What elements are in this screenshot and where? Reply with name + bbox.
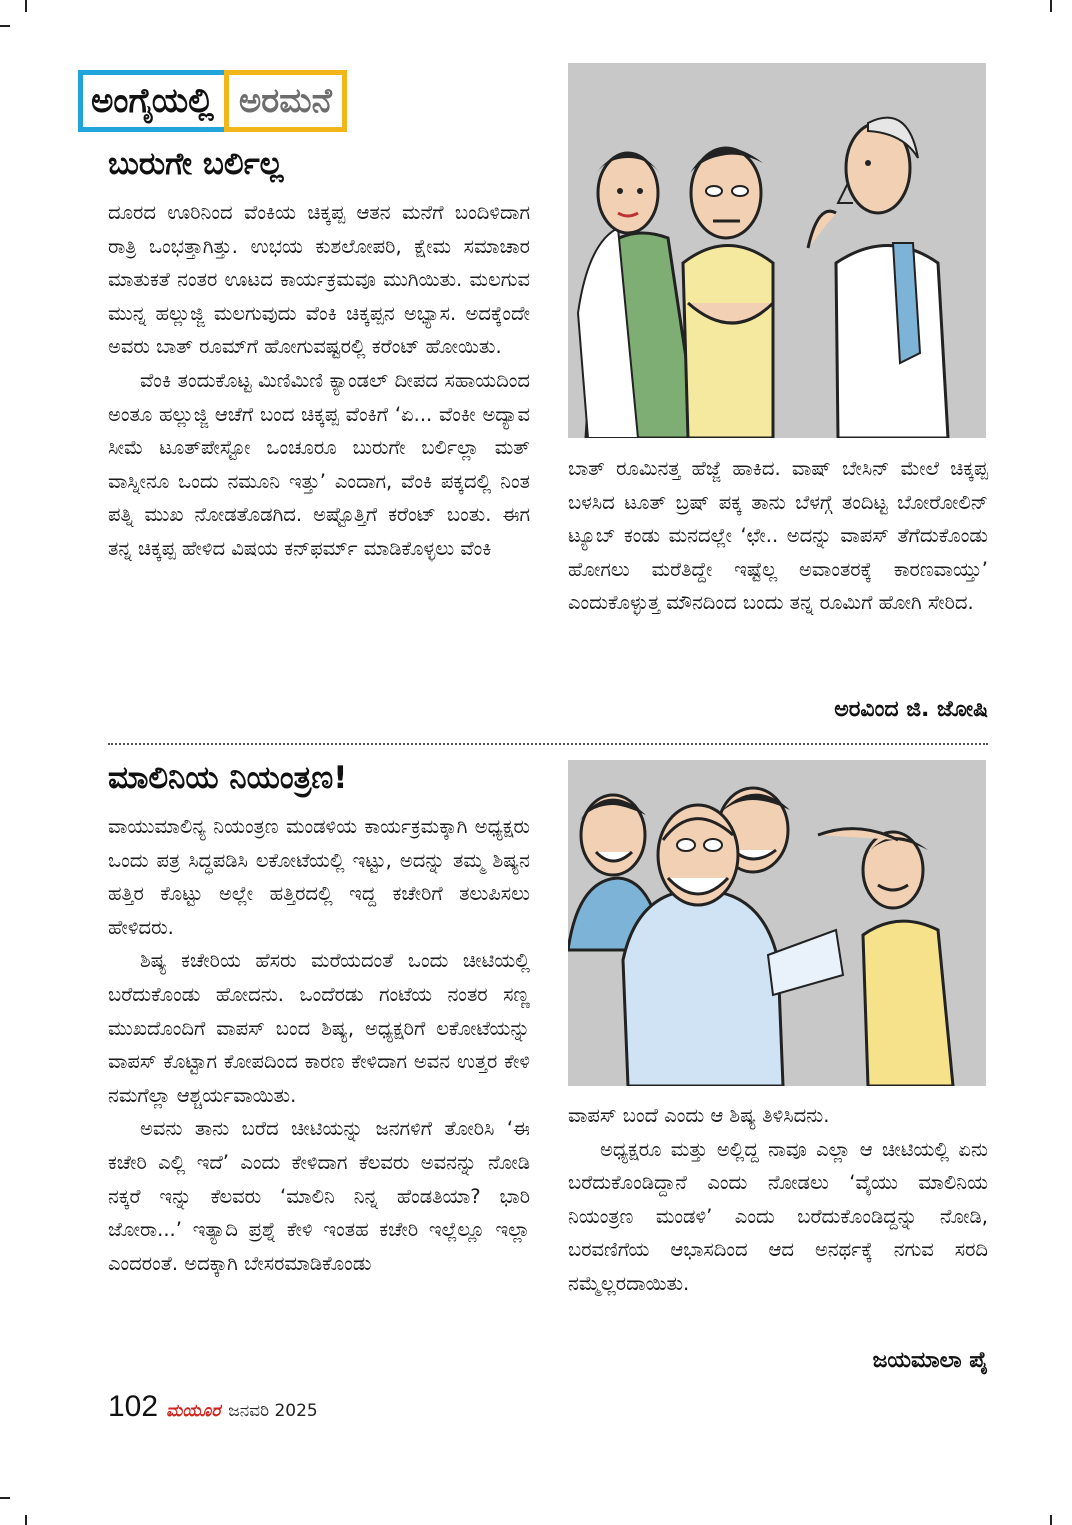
story2-illustration [568,760,986,1086]
story2-right-column [568,1099,988,1301]
magazine-logo: ಮಯೂರ [166,1401,221,1421]
issue-date: ಜನವರಿ 2025 [228,1401,318,1421]
page-footer [108,1390,318,1424]
crop-mark [1050,1515,1052,1525]
crop-mark [0,25,10,27]
story1-title: ಬುರುಗೇ ಬರ್ಲಿಲ್ಲ [108,146,284,182]
story1-paragraph: ದೂರದ ಊರಿನಿಂದ ವೆಂಕಿಯ ಚಿಕ್ಕಪ್ಪ ಆತನ ಮನೆಗೆ ಬಂದಿಳಿದಾಗ ರಾತ್ರಿ ಒಂಭತ್ತಾಗಿತ್ತು. ಉಭಯ ಕುಶಲೋಪರಿ, ಕ್ಷೇಮ ಸಮಾಚಾರ ಮಾತುಕತೆ ನಂತರ ಊಟದ ಕಾರ್ಯಕ್ರಮವೂ ಮುಗಿಯಿತು. ಮಲಗುವ ಮುನ್ನ ಹಲ್ಲುಜ್ಜಿ ಮಲಗುವುದು ವೆಂಕಿ ಚಿಕ್ಕಪ್ಪನ ಅಭ್ಯಾಸ. ಅದಕ್ಕೆಂದೇ ಅವರು ಬಾತ್ ರೂಮ್‌ಗೆ ಹೋಗುವಷ್ಟರಲ್ಲಿ ಕರೆಂಟ್ ಹೋಯಿತು. [108,201,530,359]
story1-illustration [568,63,986,438]
page-number: 102 [108,1390,159,1423]
story1-paragraph: ಬಾತ್ ರೂಮಿನತ್ತ ಹೆಜ್ಜೆ ಹಾಕಿದ. ವಾಷ್ ಬೇಸಿನ್ ಮೇಲೆ ಚಿಕ್ಕಪ್ಪ ಬಳಸಿದ ಟೂತ್ ಬ್ರಷ್ ಪಕ್ಕ ತಾನು ಬೆಳಗ್ಗೆ ತಂದಿಟ್ಟ ಬೋರೋಲಿನ್ ಟ್ಯೂಬ್ ಕಂಡು ಮನದಲ್ಲೇ ‘ಛೇ.. ಅದನ್ನು ವಾಪಸ್ ತೆಗೆದುಕೊಂಡು ಹೋಗಲು ಮರೆತಿದ್ದೇ ಇಷ್ಟೆಲ್ಲ ಅವಾಂತರಕ್ಕೆ ಕಾರಣವಾಯ್ತು’ ಎಂದುಕೊಳ್ಳುತ್ತ ಮೌನದಿಂದ ಬಂದು ತನ್ನ ರೂಮಿಗೆ ಹೋಗಿ ಸೇರಿದ. [568,457,988,615]
story2-paragraph: ಅವನು ತಾನು ಬರೆದ ಚೀಟಿಯನ್ನು ಜನಗಳಿಗೆ ತೋರಿಸಿ ‘ಈ ಕಚೇರಿ ಎಲ್ಲಿ ಇದೆ’ ಎಂದು ಕೇಳಿದಾಗ ಕೆಲವರು ಅವನನ್ನು ನೋಡಿ ನಕ್ಕರೆ ಇನ್ನು ಕೆಲವರು ‘ಮಾಲಿನಿ ನಿನ್ನ ಹೆಂಡತಿಯಾ? ಭಾರಿ ಜೋರಾ...’ ಇತ್ಯಾದಿ ಪ್ರಶ್ನೆ ಕೇಳಿ ಇಂತಹ ಕಚೇರಿ ಇಲ್ಲೆಲ್ಲೂ ಇಲ್ಲಾ ಎಂದರಂತೆ. ಅದಕ್ಕಾಗಿ ಬೇಸರಮಾಡಿಕೊಂಡು [108,1117,530,1275]
story1-right-column [568,452,988,620]
story2-author: ಜಯಮಾಲಾ ಪೈ [872,1348,988,1373]
section-label [78,70,347,132]
cartoon-office-people-icon [568,760,986,1086]
crop-mark [25,1515,27,1525]
crop-mark [0,1497,10,1499]
story2-paragraph: ಶಿಷ್ಯ ಕಚೇರಿಯ ಹೆಸರು ಮರೆಯದಂತೆ ಒಂದು ಚೀಟಿಯಲ್ಲಿ ಬರೆದುಕೊಂಡು ಹೋದನು. ಒಂದೆರಡು ಗಂಟೆಯ ನಂತರ ಸಣ್ಣ ಮುಖದೊಂದಿಗೆ ವಾಪಸ್ ಬಂದ ಶಿಷ್ಯ, ಅಧ್ಯಕ್ಷರಿಗೆ ಲಕೋಟೆಯನ್ನು ವಾಪಸ್ ಕೊಟ್ಟಾಗ ಕೋಪದಿಂದ ಕಾರಣ ಕೇಳಿದಾಗ ಅವನ ಉತ್ತರ ಕೇಳಿ ನಮಗೆಲ್ಲಾ ಆಶ್ಚರ್ಯವಾಯಿತು. [108,949,530,1107]
section-label-part2: ಅರಮನೆ [224,70,347,132]
section-label-part1: ಅಂಗೈಯಲ್ಲಿ [78,70,224,132]
story2-paragraph: ಅಧ್ಯಕ್ಷರೂ ಮತ್ತು ಅಲ್ಲಿದ್ದ ನಾವೂ ಎಲ್ಲಾ ಆ ಚೀಟಿಯಲ್ಲಿ ಏನು ಬರೆದುಕೊಂಡಿದ್ದಾನೆ ಎಂದು ನೋಡಲು ‘ವೈಯು ಮಾಲಿನಿಯ ನಿಯಂತ್ರಣ ಮಂಡಳಿ’ ಎಂದು ಬರೆದುಕೊಂಡಿದ್ದನ್ನು ನೋಡಿ, ಬರವಣಿಗೆಯ ಆಭಾಸದಿಂದ ಆದ ಅನರ್ಥಕ್ಕೆ ನಗುವ ಸರದಿ ನಮ್ಮೆಲ್ಲರದಾಯಿತು. [568,1137,988,1295]
story2-left-column [108,810,530,1280]
crop-mark [25,0,27,12]
story2-paragraph: ವಾಪಸ್ ಬಂದೆ ಎಂದು ಆ ಶಿಷ್ಯ ತಿಳಿಸಿದನು. [568,1104,830,1127]
story-divider [108,743,988,745]
cartoon-three-people-icon [568,63,986,438]
crop-mark [1050,0,1052,12]
story1-author: ಅರವಿಂದ ಜಿ. ಜೋಷಿ [834,697,988,722]
story2-title: ಮಾಲಿನಿಯ ನಿಯಂತ್ರಣ! [108,760,348,796]
story1-left-column [108,196,530,566]
story1-paragraph: ವೆಂಕಿ ತಂದುಕೊಟ್ಟ ಮಿಣಿಮಿಣಿ ಕ್ಯಾಂಡಲ್ ದೀಪದ ಸಹಾಯದಿಂದ ಅಂತೂ ಹಲ್ಲುಜ್ಜಿ ಆಚೆಗೆ ಬಂದ ಚಿಕ್ಕಪ್ಪ ವೆಂಕಿಗೆ ‘ಏ... ವೆಂಕೀ ಅದ್ಯಾವ ಸೀಮೆ ಟೂತ್‌ಪೇಸ್ಟೋ ಒಂಚೂರೂ ಬುರುಗೇ ಬರ್ಲಿಲ್ಲಾ ಮತ್ ವಾಸ್ನೀನೂ ಒಂದು ನಮೂನಿ ಇತ್ತು’ ಎಂದಾಗ, ವೆಂಕಿ ಪಕ್ಕದಲ್ಲಿ ನಿಂತ ಪತ್ನಿ ಮುಖ ನೋಡತೊಡಗಿದ. ಅಷ್ಟೊತ್ತಿಗೆ ಕರೆಂಟ್ ಬಂತು. ಈಗ ತನ್ನ ಚಿಕ್ಕಪ್ಪ ಹೇಳಿದ ವಿಷಯ ಕನ್‌ಫರ್ಮ್ ಮಾಡಿಕೊಳ್ಳಲು ವೆಂಕಿ [108,368,530,560]
story2-paragraph: ವಾಯುಮಾಲಿನ್ಯ ನಿಯಂತ್ರಣ ಮಂಡಳಿಯ ಕಾರ್ಯಕ್ರಮಕ್ಕಾಗಿ ಅಧ್ಯಕ್ಷರು ಒಂದು ಪತ್ರ ಸಿದ್ಧಪಡಿಸಿ ಲಕೋಟೆಯಲ್ಲಿ ಇಟ್ಟು, ಅದನ್ನು ತಮ್ಮ ಶಿಷ್ಯನ ಹತ್ತಿರ ಕೊಟ್ಟು ಅಲ್ಲೇ ಹತ್ತಿರದಲ್ಲಿ ಇದ್ದ ಕಚೇರಿಗೆ ತಲುಪಿಸಲು ಹೇಳಿದರು. [108,815,530,939]
